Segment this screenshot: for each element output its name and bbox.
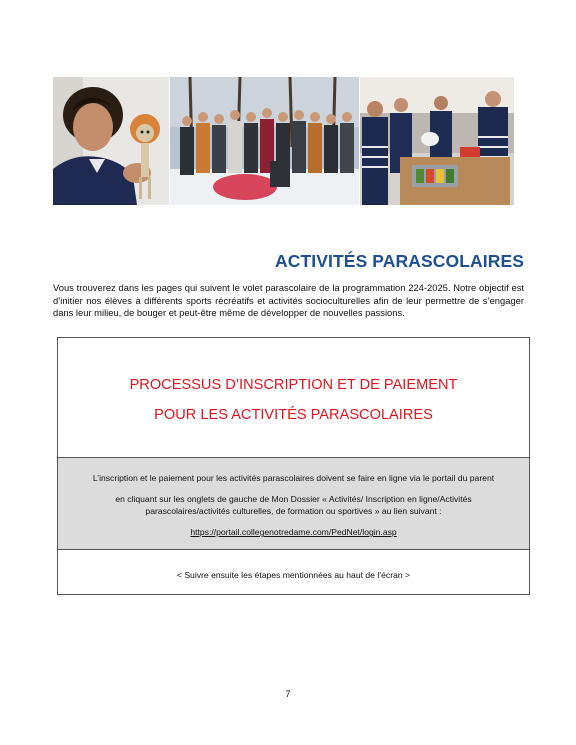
intro-paragraph: Vous trouverez dans les pages qui suivent le volet parascolaire de la programmation 224-2025. Notre objectif est d’initier nos élèves à différents sports récréatifs et activités socioculturelles afin de leur permettre de s’engager dans leur milieu, de bouger et peut-être même de développer de nouvelles passions. [53,282,524,319]
parent-portal-link[interactable]: https://portail.collegenotredame.com/PedNet/login.asp [190,527,397,538]
group-winter-outdoor-photo [170,77,359,205]
section-title: ACTIVITÉS PARASCOLAIRES [275,251,524,271]
instructions-paragraph-1: L’inscription et le paiement pour les activités parascolaires doivent se faire en ligne via le portail du parent [92,473,495,483]
registration-instructions [58,458,529,550]
cooking-class-photo [360,77,514,205]
registration-info-box [57,337,530,595]
heading-line-2: POUR LES ACTIVITÉS PARASCOLAIRES [154,407,433,423]
instructions-paragraph-2: en cliquant sur les onglets de gauche de Mon Dossier « Activités/ Inscription en ligne/Activités parascolaires/activités culturelles, de formation ou sportives » au lien suivant : [115,494,472,516]
next-steps-note: < Suivre ensuite les étapes mentionnées au haut de l’écran > [176,570,411,580]
page-number: 7 [285,689,291,699]
heading-line-1: PROCESSUS D’INSCRIPTION ET DE PAIEMENT [129,377,458,393]
registration-heading [58,338,529,458]
photo-strip [53,77,514,205]
student-holding-puppet-photo [53,77,169,205]
